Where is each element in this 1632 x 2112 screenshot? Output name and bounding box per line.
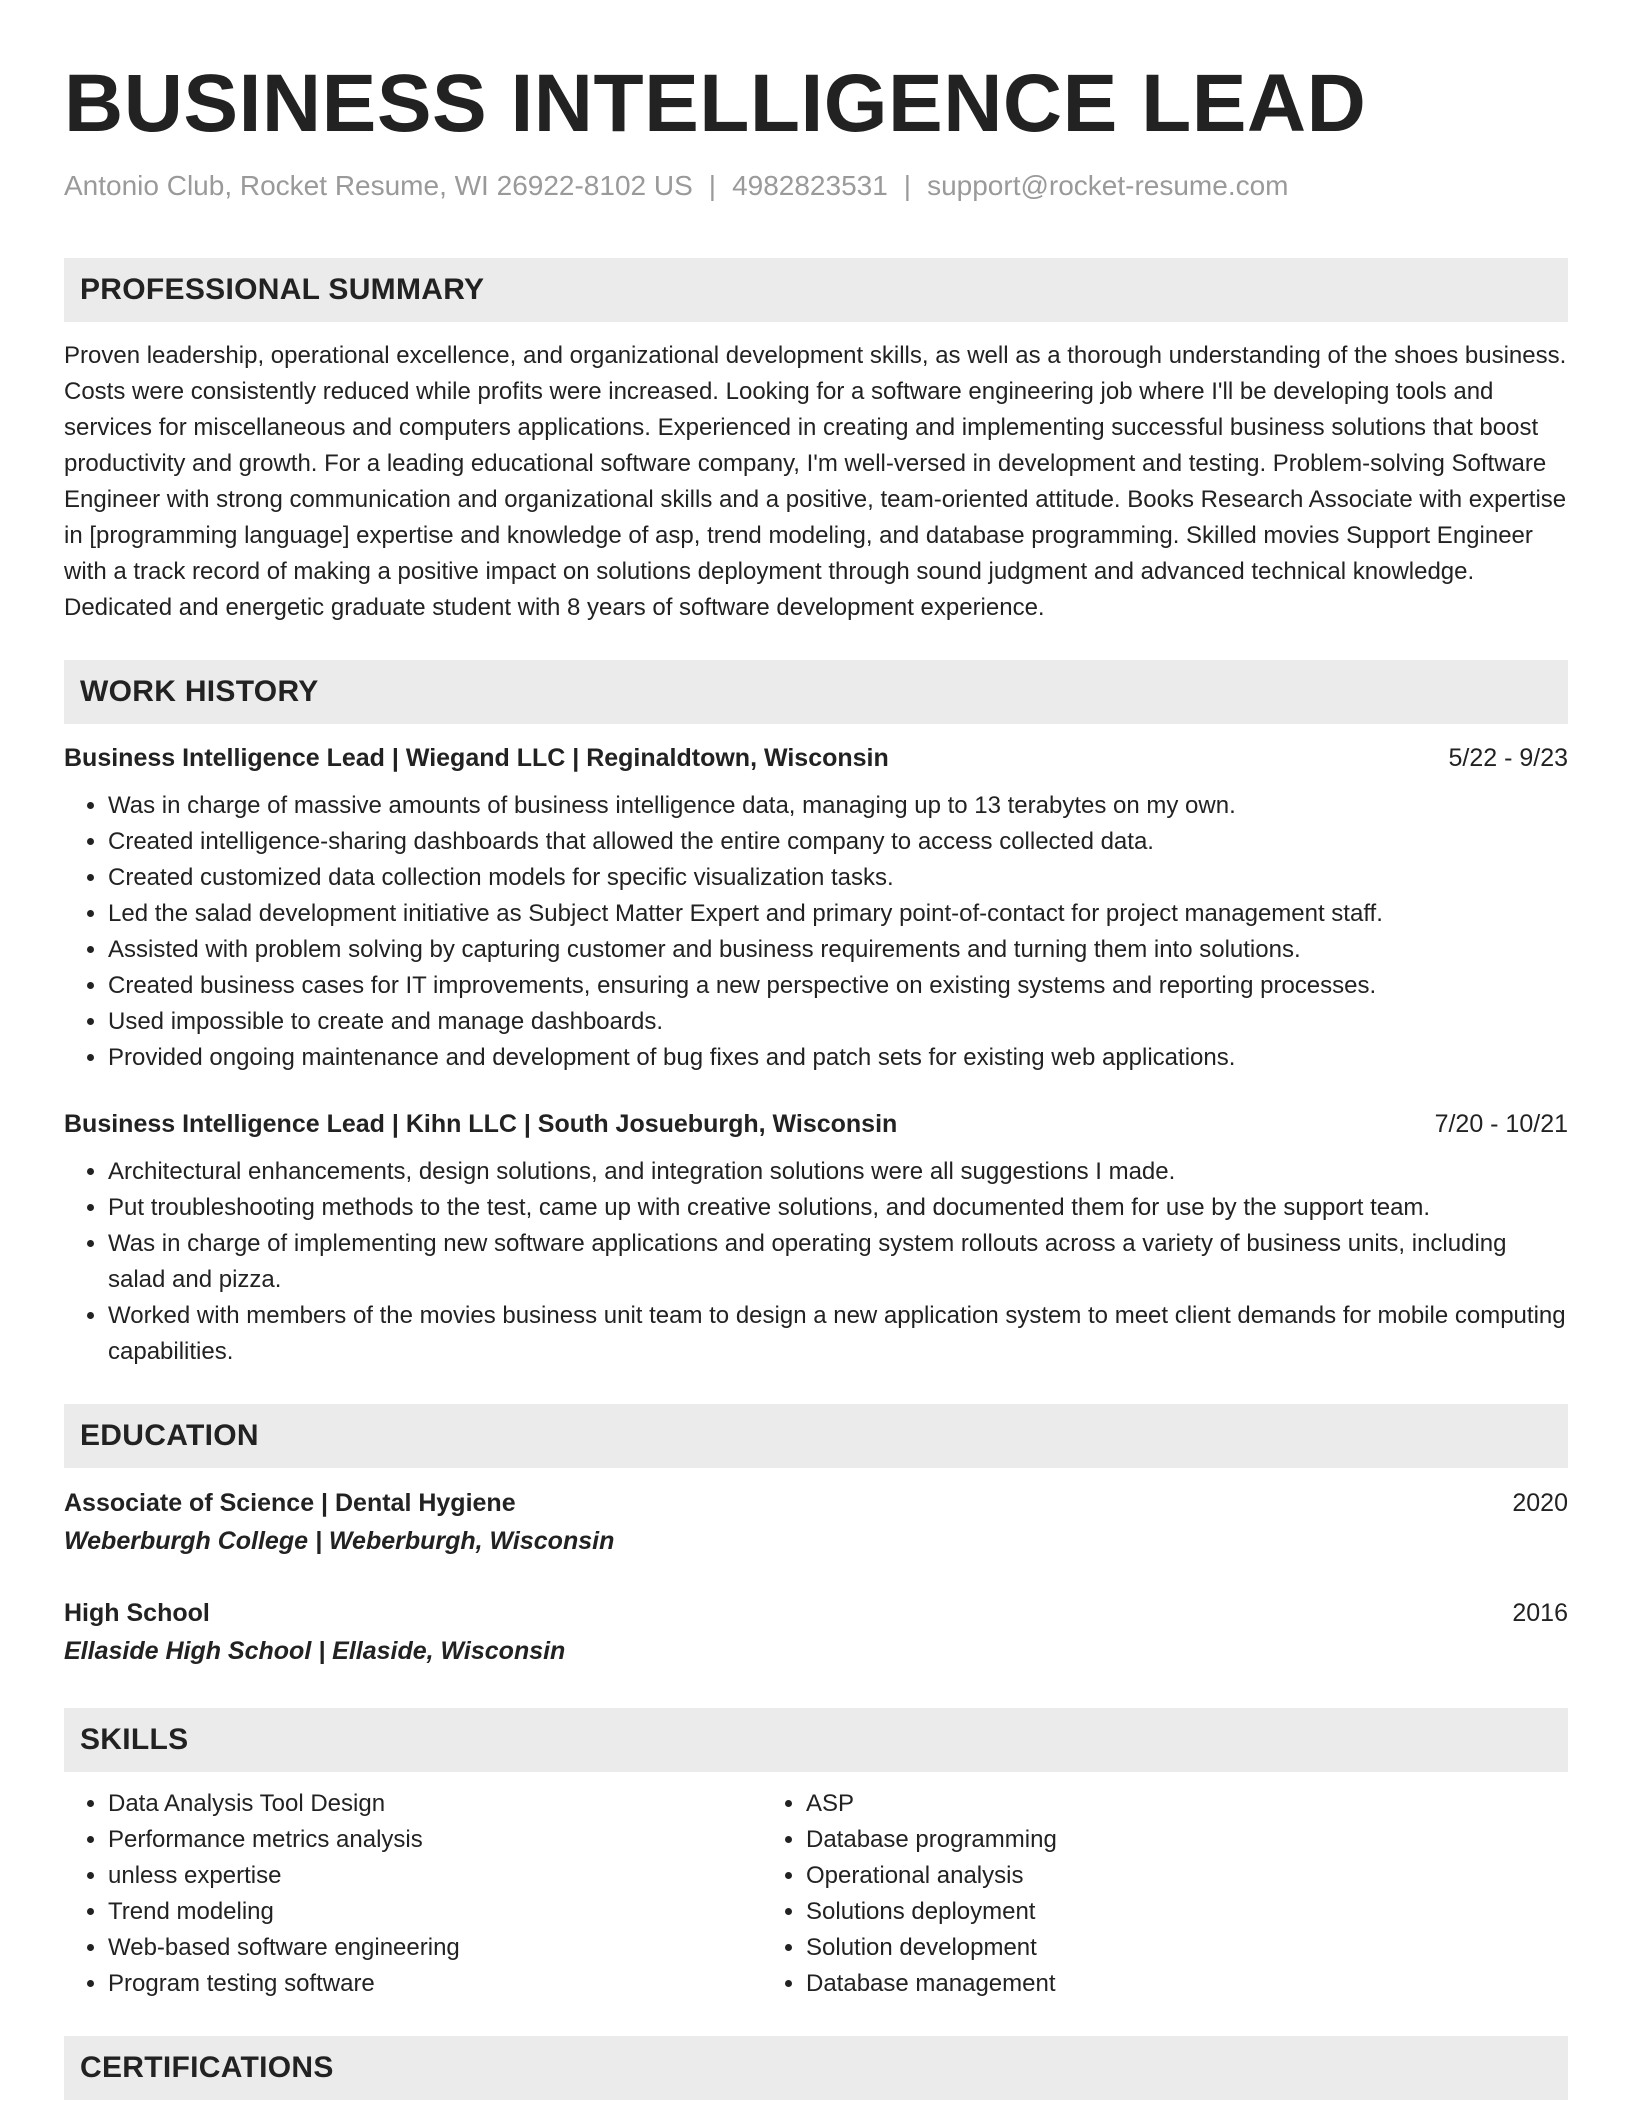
skills-column-right	[762, 1786, 1460, 2002]
skill-item: • Data Analysis Tool Design	[108, 1786, 762, 1822]
section-heading-education: EDUCATION	[64, 1404, 1568, 1468]
job-title: Business Intelligence Lead | Kihn LLC | South Josueburgh, Wisconsin	[64, 1110, 898, 1138]
job-header	[64, 740, 1568, 776]
job-header	[64, 1106, 1568, 1142]
resume-page	[64, 56, 1568, 2100]
skills-column-left	[64, 1786, 762, 2002]
skill-item: • Database management	[806, 1966, 1460, 2002]
job-bullet: • Worked with members of the movies business unit team to design a new application system to meet client demands for mobile computing capabilities.	[108, 1298, 1568, 1370]
education-school: Weberburgh College | Weberburgh, Wisconsin	[64, 1527, 615, 1555]
section-heading-skills: SKILLS	[64, 1708, 1568, 1772]
skill-item: • Solution development	[806, 1930, 1460, 1966]
education-year: 2020	[1512, 1489, 1568, 1517]
skill-item: • Performance metrics analysis	[108, 1822, 762, 1858]
skill-item: • Program testing software	[108, 1966, 762, 2002]
job-bullet: • Provided ongoing maintenance and development of bug fixes and patch sets for existing web applications.	[108, 1040, 1568, 1076]
skill-item: • ASP	[806, 1786, 1460, 1822]
contact-separator: |	[903, 170, 912, 201]
skill-item: • Solutions deployment	[806, 1894, 1460, 1930]
section-heading-certifications: CERTIFICATIONS	[64, 2036, 1568, 2100]
contact-address: Antonio Club, Rocket Resume, WI 26922-8102 US	[64, 170, 693, 201]
section-heading-summary: PROFESSIONAL SUMMARY	[64, 258, 1568, 322]
resume-title: BUSINESS INTELLIGENCE LEAD	[64, 58, 1367, 149]
skill-item: • Operational analysis	[806, 1858, 1460, 1894]
contact-separator: |	[708, 170, 717, 201]
job-bullet: • Architectural enhancements, design solutions, and integration solutions were all suggestions I made.	[108, 1154, 1568, 1190]
job-bullet-list	[64, 788, 1568, 1076]
skill-item: • Database programming	[806, 1822, 1460, 1858]
skills-grid	[64, 1786, 1568, 2002]
job-bullet: • Led the salad development initiative as Subject Matter Expert and primary point-of-contact for project management staff.	[108, 896, 1568, 932]
education-degree: Associate of Science | Dental Hygiene	[64, 1489, 516, 1517]
education-year: 2016	[1512, 1599, 1568, 1627]
summary-text: Proven leadership, operational excellence, and organizational development skills, as well as a thorough understanding of the shoes business. Costs were consistently reduced while profits were increased. Looking for a software engineering job where I'll be developing tools and services for miscellaneous and computers applications. Experienced in creating and implementing successful business solutions that boost productivity and growth. For a leading educational software company, I'm well-versed in development and testing. Problem-solving Software Engineer with strong communication and organizational skills and a positive, team-oriented attitude. Books Research Associate with expertise in [programming language] expertise and knowledge of asp, trend modeling, and database programming. Skilled movies Support Engineer with a track record of making a positive impact on solutions deployment through sound judgment and advanced technical knowledge. Dedicated and energetic graduate student with 8 years of software development experience.	[64, 342, 1567, 621]
skill-item: • Web-based software engineering	[108, 1930, 762, 1966]
education-school: Ellaside High School | Ellaside, Wisconsin	[64, 1637, 566, 1665]
job-bullet: • Created business cases for IT improvements, ensuring a new perspective on existing systems and reporting processes.	[108, 968, 1568, 1004]
job-bullet: • Was in charge of implementing new software applications and operating system rollouts across a variety of business units, including salad and pizza.	[108, 1226, 1568, 1298]
job-bullet: • Put troubleshooting methods to the test, came up with creative solutions, and documented them for use by the support team.	[108, 1190, 1568, 1226]
education-degree: High School	[64, 1599, 210, 1627]
job-bullet: • Assisted with problem solving by capturing customer and business requirements and turning them into solutions.	[108, 932, 1568, 968]
job-dates: 7/20 - 10/21	[1434, 1110, 1568, 1138]
job-bullet-list	[64, 1154, 1568, 1370]
contact-email: support@rocket-resume.com	[927, 170, 1289, 201]
education-header	[64, 1484, 1568, 1522]
job-bullet: • Was in charge of massive amounts of business intelligence data, managing up to 13 terabytes on my own.	[108, 788, 1568, 824]
job-title: Business Intelligence Lead | Wiegand LLC | Reginaldtown, Wisconsin	[64, 744, 889, 772]
section-heading-work-history: WORK HISTORY	[64, 660, 1568, 724]
skill-item: • Trend modeling	[108, 1894, 762, 1930]
skill-item: • unless expertise	[108, 1858, 762, 1894]
contact-phone: 4982823531	[732, 170, 888, 201]
job-bullet: • Created intelligence-sharing dashboards that allowed the entire company to access collected data.	[108, 824, 1568, 860]
job-dates: 5/22 - 9/23	[1448, 744, 1568, 772]
contact-line	[64, 168, 1568, 204]
education-header	[64, 1594, 1568, 1632]
job-bullet: • Created customized data collection models for specific visualization tasks.	[108, 860, 1568, 896]
job-bullet: • Used impossible to create and manage dashboards.	[108, 1004, 1568, 1040]
